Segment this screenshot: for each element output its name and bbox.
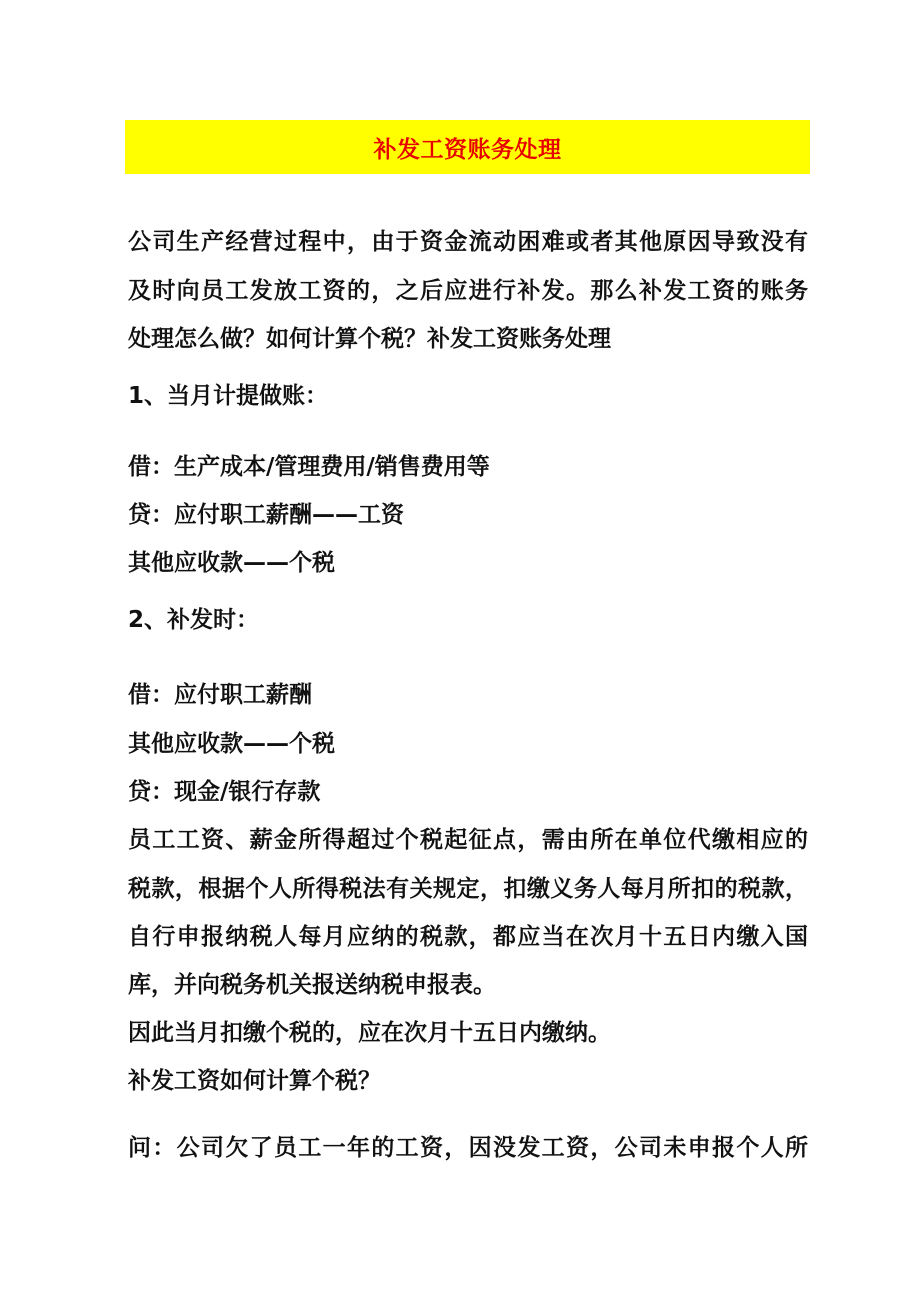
entry-line: 借：生产成本/管理费用/销售费用等: [128, 454, 490, 480]
paragraph-line: 问：公司欠了员工一年的工资，因没发工资，公司未申报个人所: [128, 1135, 808, 1161]
entry-line: 借：应付职工薪酬: [128, 682, 312, 708]
title-banner: [125, 120, 810, 174]
entry-line: 其他应收款——个税: [128, 731, 335, 757]
paragraph-line: 库，并向税务机关报送纳税申报表。: [128, 972, 496, 998]
paragraph-line: 员工工资、薪金所得超过个税起征点，需由所在单位代缴相应的: [128, 827, 808, 853]
entry-line: 贷：应付职工薪酬——工资: [128, 502, 404, 528]
paragraph-line: 自行申报纳税人每月应纳的税款，都应当在次月十五日内缴入国: [128, 924, 808, 950]
document-title: 补发工资账务处理: [373, 136, 562, 163]
paragraph-line: 处理怎么做？如何计算个税？补发工资账务处理: [128, 326, 611, 352]
paragraph-line: 税款，根据个人所得税法有关规定，扣缴义务人每月所扣的税款，: [128, 876, 808, 902]
paragraph-line: 及时向员工发放工资的，之后应进行补发。那么补发工资的账务: [128, 278, 808, 304]
question-heading: 补发工资如何计算个税？: [128, 1068, 381, 1094]
entry-line: 其他应收款——个税: [128, 550, 335, 576]
paragraph-line: 公司生产经营过程中，由于资金流动困难或者其他原因导致没有: [128, 229, 808, 255]
paragraph-line: 因此当月扣缴个税的，应在次月十五日内缴纳。: [128, 1020, 611, 1046]
entry-line: 贷：现金/银行存款: [128, 779, 321, 805]
section-heading-1: 1、当月计提做账：: [128, 383, 329, 409]
section-heading-2: 2、补发时：: [128, 607, 260, 633]
